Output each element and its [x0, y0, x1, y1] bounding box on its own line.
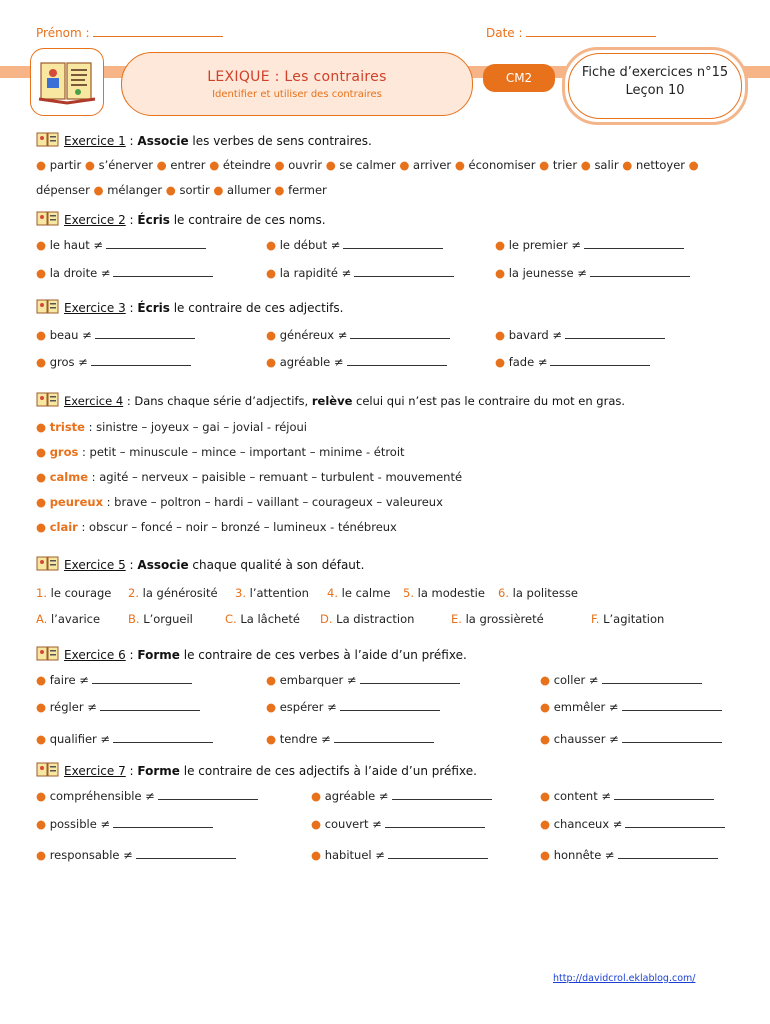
answer-item[interactable]: ● embarquer ≠	[266, 673, 460, 687]
item-label: gros ≠	[49, 355, 88, 369]
word: se calmer	[339, 158, 396, 172]
prenom-line	[93, 26, 223, 37]
quality-item: 5. la modestie	[403, 586, 485, 600]
quality-item: 2. la générosité	[128, 586, 218, 600]
exercise-4-instruction: celui qui n’est pas le contraire du mot en gras.	[352, 394, 626, 408]
word: salir	[594, 158, 619, 172]
exercise-icon	[36, 555, 60, 572]
answer-item[interactable]: ● la droite ≠	[36, 266, 213, 280]
exercise-6-verb: Forme	[137, 648, 180, 662]
word: mélanger	[107, 183, 163, 197]
defect-item: D. La distraction	[320, 612, 415, 626]
prenom-label: Prénom :	[36, 26, 90, 40]
exercise-3-instruction: le contraire de ces adjectifs.	[169, 301, 344, 315]
series-keyword: triste	[49, 420, 85, 434]
item-label: coller ≠	[553, 673, 599, 687]
item-label: tendre ≠	[279, 732, 331, 746]
lesson-number: Leçon 10	[625, 83, 685, 98]
answer-item[interactable]: ● couvert ≠	[311, 817, 485, 831]
exercise-3-sep: :	[125, 301, 138, 315]
item-label: généreux ≠	[279, 328, 348, 342]
item-label: la rapidité ≠	[279, 266, 352, 280]
answer-item[interactable]: ● possible ≠	[36, 817, 213, 831]
quality-item: 1. le courage	[36, 586, 112, 600]
exercise-7-number: Exercice 7	[64, 764, 126, 778]
exercise-3-verb: Écris	[137, 301, 170, 315]
answer-item[interactable]: ● agréable ≠	[311, 789, 492, 803]
exercise-1-title	[36, 131, 372, 148]
quality-item: 3. l’attention	[235, 586, 309, 600]
item-label: beau ≠	[49, 328, 92, 342]
word: allumer	[227, 183, 271, 197]
exercise-7-verb: Forme	[137, 764, 180, 778]
exercise-3-number: Exercice 3	[64, 301, 126, 315]
series-row: ● gros : petit – minuscule – mince – important – minime - étroit	[36, 445, 405, 459]
book-icon	[31, 49, 103, 115]
logo-box	[30, 48, 104, 116]
answer-item[interactable]: ● le haut ≠	[36, 238, 206, 252]
answer-item[interactable]: ● chanceux ≠	[540, 817, 725, 831]
series-row: ● peureux : brave – poltron – hardi – vaillant – courageux – valeureux	[36, 495, 443, 509]
item-label: le premier ≠	[508, 238, 581, 252]
word: s’énerver	[98, 158, 154, 172]
item-label: embarquer ≠	[279, 673, 357, 687]
exercise-5-instruction: chaque qualité à son défaut.	[188, 558, 365, 572]
date-field[interactable]	[486, 26, 656, 40]
word: dépenser	[36, 183, 90, 197]
item-label: la droite ≠	[49, 266, 111, 280]
series-keyword: peureux	[49, 495, 103, 509]
answer-item[interactable]: ● compréhensible ≠	[36, 789, 258, 803]
defect-item: C. La lâcheté	[225, 612, 300, 626]
exercise-6-sep: :	[125, 648, 138, 662]
word: entrer	[170, 158, 206, 172]
exercise-4-verb: relève	[311, 394, 353, 408]
exercise-icon	[36, 761, 60, 778]
exercise-2-verb: Écris	[137, 213, 170, 227]
exercise-1-words-line-2: dépenser ● mélanger ● sortir ● allumer ● fermer	[36, 183, 327, 197]
prenom-field[interactable]	[36, 26, 223, 40]
item-label: la jeunesse ≠	[508, 266, 587, 280]
answer-item[interactable]: ● bavard ≠	[495, 328, 665, 342]
item-label: le haut ≠	[49, 238, 104, 252]
exercise-4-instruction-pre: Dans chaque série d’adjectifs,	[134, 394, 312, 408]
defect-item: E. la grossièreté	[451, 612, 544, 626]
title-pill	[121, 52, 473, 116]
answer-item[interactable]: ● coller ≠	[540, 673, 702, 687]
exercise-icon	[36, 391, 60, 408]
exercise-1-words-line-1: ● partir ● s’énerver ● entrer ● éteindre ● ouvrir ● se calmer ● arriver ● économiser ● trier ● salir ● nettoyer ●	[36, 158, 699, 172]
word: fermer	[288, 183, 327, 197]
defect-item: B. L’orgueil	[128, 612, 193, 626]
item-label: habituel ≠	[324, 848, 385, 862]
answer-item[interactable]: ● emmêler ≠	[540, 700, 722, 714]
exercise-icon	[36, 131, 60, 148]
series-list: : agité – nerveux – paisible – remuant – turbulent - mouvementé	[88, 470, 463, 484]
exercise-icon	[36, 298, 60, 315]
exercise-6-title	[36, 645, 467, 662]
series-list: : petit – minuscule – mince – important – minime - étroit	[78, 445, 405, 459]
item-label: chausser ≠	[553, 732, 619, 746]
item-label: couvert ≠	[324, 817, 382, 831]
item-label: bavard ≠	[508, 328, 563, 342]
item-label: responsable ≠	[49, 848, 133, 862]
date-line	[526, 26, 656, 37]
answer-item[interactable]: ● qualifier ≠	[36, 732, 213, 746]
exercise-1-instruction: les verbes de sens contraires.	[188, 134, 372, 148]
defect-item: F. L’agitation	[591, 612, 665, 626]
answer-item[interactable]: ● fade ≠	[495, 355, 650, 369]
series-list: : brave – poltron – hardi – vaillant – courageux – valeureux	[103, 495, 443, 509]
answer-item[interactable]: ● tendre ≠	[266, 732, 434, 746]
exercise-2-title	[36, 210, 326, 227]
series-row: ● calme : agité – nerveux – paisible – remuant – turbulent - mouvementé	[36, 470, 463, 484]
exercise-4-sep: :	[123, 394, 135, 408]
series-list: : sinistre – joyeux – gai – jovial - réjoui	[84, 420, 308, 434]
answer-item[interactable]: ● généreux ≠	[266, 328, 450, 342]
exercise-4-title	[36, 391, 625, 408]
answer-item[interactable]: ● responsable ≠	[36, 848, 236, 862]
exercise-icon	[36, 210, 60, 227]
series-row: ● triste : sinistre – joyeux – gai – jovial - réjoui	[36, 420, 308, 434]
footer-link[interactable]: http://davidcrol.eklablog.com/	[553, 973, 696, 984]
page-title: LEXIQUE : Les contraires	[207, 69, 387, 85]
exercise-1-number: Exercice 1	[64, 134, 126, 148]
item-label: régler ≠	[49, 700, 97, 714]
exercise-6-number: Exercice 6	[64, 648, 126, 662]
item-label: faire ≠	[49, 673, 89, 687]
item-label: fade ≠	[508, 355, 548, 369]
word: trier	[552, 158, 578, 172]
answer-item[interactable]: ● habituel ≠	[311, 848, 488, 862]
item-label: le début ≠	[279, 238, 341, 252]
exercise-2-sep: :	[125, 213, 138, 227]
answer-item[interactable]: ● chausser ≠	[540, 732, 722, 746]
item-label: espérer ≠	[279, 700, 337, 714]
exercise-2-instruction: le contraire de ces noms.	[169, 213, 326, 227]
exercise-4-number: Exercice 4	[64, 394, 124, 408]
series-keyword: calme	[49, 470, 89, 484]
series-keyword: gros	[49, 445, 79, 459]
item-label: agréable ≠	[279, 355, 344, 369]
item-label: content ≠	[553, 789, 612, 803]
exercise-6-instruction: le contraire de ces verbes à l’aide d’un préfixe.	[179, 648, 467, 662]
word: nettoyer	[635, 158, 685, 172]
series-keyword: clair	[49, 520, 78, 534]
exercise-1-verb: Associe	[137, 134, 189, 148]
fiche-inner-border	[568, 53, 742, 119]
fiche-box	[562, 47, 748, 125]
answer-item[interactable]: ● la jeunesse ≠	[495, 266, 690, 280]
fiche-number: Fiche d’exercices n°15	[581, 65, 729, 80]
exercise-7-instruction: le contraire de ces adjectifs à l’aide d’un préfixe.	[179, 764, 477, 778]
answer-item[interactable]: ● faire ≠	[36, 673, 192, 687]
exercise-icon	[36, 645, 60, 662]
item-label: agréable ≠	[324, 789, 389, 803]
item-label: qualifier ≠	[49, 732, 111, 746]
word: arriver	[413, 158, 452, 172]
word: sortir	[179, 183, 210, 197]
exercise-5-sep: :	[125, 558, 138, 572]
series-row: ● clair : obscur – foncé – noir – bronzé – lumineux - ténébreux	[36, 520, 397, 534]
series-list: : obscur – foncé – noir – bronzé – lumineux - ténébreux	[77, 520, 397, 534]
exercise-3-title	[36, 298, 343, 315]
exercise-5-title	[36, 555, 364, 572]
word: éteindre	[222, 158, 271, 172]
word: ouvrir	[288, 158, 323, 172]
exercise-1-sep: :	[125, 134, 138, 148]
answer-item[interactable]: ● régler ≠	[36, 700, 200, 714]
page-subtitle: Identifier et utiliser des contraires	[212, 89, 382, 100]
answer-item[interactable]: ● content ≠	[540, 789, 714, 803]
exercise-5-number: Exercice 5	[64, 558, 126, 572]
quality-item: 6. la politesse	[498, 586, 578, 600]
exercise-7-title	[36, 761, 477, 778]
item-label: honnête ≠	[553, 848, 615, 862]
exercise-2-number: Exercice 2	[64, 213, 126, 227]
exercise-5-verb: Associe	[137, 558, 189, 572]
word: partir	[49, 158, 82, 172]
answer-item[interactable]: ● agréable ≠	[266, 355, 447, 369]
word: économiser	[468, 158, 536, 172]
item-label: chanceux ≠	[553, 817, 623, 831]
exercise-7-sep: :	[125, 764, 138, 778]
answer-item[interactable]: ● le premier ≠	[495, 238, 684, 252]
answer-item[interactable]: ● le début ≠	[266, 238, 443, 252]
level-badge: CM2	[483, 64, 555, 92]
answer-item[interactable]: ● gros ≠	[36, 355, 191, 369]
item-label: possible ≠	[49, 817, 111, 831]
item-label: compréhensible ≠	[49, 789, 155, 803]
answer-item[interactable]: ● beau ≠	[36, 328, 195, 342]
answer-item[interactable]: ● honnête ≠	[540, 848, 718, 862]
answer-item[interactable]: ● la rapidité ≠	[266, 266, 454, 280]
answer-item[interactable]: ● espérer ≠	[266, 700, 440, 714]
date-label: Date :	[486, 26, 523, 40]
item-label: emmêler ≠	[553, 700, 619, 714]
defect-item: A. l’avarice	[36, 612, 101, 626]
quality-item: 4. le calme	[327, 586, 391, 600]
